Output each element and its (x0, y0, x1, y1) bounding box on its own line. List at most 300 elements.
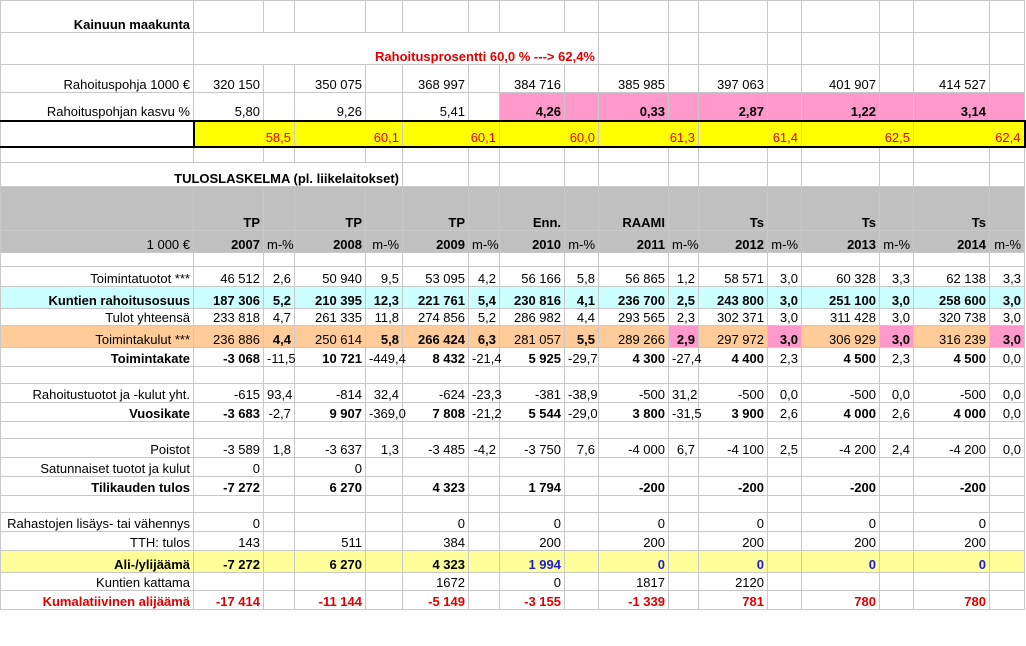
empty-cell[interactable] (500, 163, 565, 187)
cell-value[interactable]: -7 272 (194, 551, 264, 573)
cell-percent[interactable]: 2,4 (880, 439, 914, 458)
cell-value[interactable]: 10 721 (295, 348, 366, 367)
cell-percent[interactable] (366, 513, 403, 532)
empty-cell[interactable] (914, 1, 990, 33)
empty-cell[interactable] (295, 147, 366, 163)
header-year[interactable]: 2009 (403, 231, 469, 253)
cell-percent[interactable] (768, 367, 802, 384)
empty-cell[interactable] (802, 33, 880, 65)
cell-value[interactable]: -200 (699, 477, 768, 496)
cell-value[interactable]: 297 972 (699, 326, 768, 348)
cell-percent[interactable]: 31,2 (669, 384, 699, 403)
cell-percent[interactable] (565, 367, 599, 384)
cell-value[interactable]: 0 (500, 573, 565, 591)
cell-percent[interactable] (264, 551, 295, 573)
cell-percent[interactable] (880, 422, 914, 439)
cell-value[interactable]: 0 (914, 513, 990, 532)
cell-percent[interactable]: 3,0 (880, 309, 914, 326)
cell-value[interactable] (599, 458, 669, 477)
section-title[interactable]: TULOSLASKELMA (pl. liikelaitokset) (1, 163, 403, 187)
empty-cell[interactable] (768, 1, 802, 33)
cell-value[interactable]: 306 929 (802, 326, 880, 348)
cell-percent[interactable]: 2,5 (669, 287, 699, 309)
row-label[interactable]: Kuntien kattama (1, 573, 194, 591)
cell-value[interactable]: 58 571 (699, 267, 768, 287)
header-pct[interactable]: m-% (768, 231, 802, 253)
header-pct[interactable]: m-% (469, 231, 500, 253)
cell-value[interactable]: -3 068 (194, 348, 264, 367)
rate-percent[interactable]: 58,5 (194, 121, 295, 147)
empty-cell[interactable] (403, 253, 469, 267)
cell-value[interactable]: 236 700 (599, 287, 669, 309)
cell-percent[interactable]: 2,3 (669, 309, 699, 326)
growth-value[interactable]: 5,80 (194, 93, 264, 121)
cell-percent[interactable]: 3,0 (768, 267, 802, 287)
cell-percent[interactable] (990, 591, 1025, 610)
header-year[interactable]: 2013 (802, 231, 880, 253)
cell-percent[interactable]: -449,4 (366, 348, 403, 367)
cell-percent[interactable]: -38,9 (565, 384, 599, 403)
cell-percent[interactable] (264, 367, 295, 384)
cell-percent[interactable] (768, 458, 802, 477)
cell-percent[interactable] (880, 496, 914, 513)
header-year[interactable]: 2012 (699, 231, 768, 253)
cell-value[interactable] (914, 458, 990, 477)
cell-percent[interactable] (880, 513, 914, 532)
cell-value[interactable]: 3 900 (699, 403, 768, 422)
cell-percent[interactable]: 3,0 (990, 309, 1025, 326)
empty-cell[interactable] (565, 163, 599, 187)
cell-percent[interactable]: 7,6 (565, 439, 599, 458)
cell-percent[interactable]: -27,4 (669, 348, 699, 367)
cell-value[interactable] (699, 422, 768, 439)
cell-value[interactable]: 511 (295, 532, 366, 551)
cell-percent[interactable]: 5,2 (264, 287, 295, 309)
cell-value[interactable]: 1817 (599, 573, 669, 591)
cell-value[interactable]: 0 (599, 551, 669, 573)
cell-value[interactable]: 6 270 (295, 551, 366, 573)
cell-value[interactable] (194, 367, 264, 384)
empty-cell[interactable] (469, 1, 500, 33)
cell-percent[interactable] (565, 513, 599, 532)
cell-value[interactable] (699, 458, 768, 477)
base-value[interactable]: 397 063 (699, 65, 768, 93)
empty-cell[interactable] (699, 147, 768, 163)
cell-percent[interactable] (768, 532, 802, 551)
empty-cell[interactable] (990, 33, 1025, 65)
row-label[interactable] (1, 422, 194, 439)
cell-percent[interactable]: 3,0 (768, 326, 802, 348)
empty-cell[interactable] (366, 147, 403, 163)
cell-percent[interactable]: 2,3 (768, 348, 802, 367)
row-label[interactable]: Vuosikate (1, 403, 194, 422)
row-label[interactable]: Kumalatiivinen alijäämä (1, 591, 194, 610)
empty-cell[interactable] (1, 147, 194, 163)
growth-label[interactable]: Rahoituspohjan kasvu % (1, 93, 194, 121)
empty-cell[interactable] (469, 163, 500, 187)
cell-percent[interactable] (990, 573, 1025, 591)
cell-value[interactable]: 274 856 (403, 309, 469, 326)
header-type[interactable]: RAAMI (599, 187, 669, 231)
empty-cell[interactable] (669, 1, 699, 33)
header-type[interactable]: TP (194, 187, 264, 231)
cell-value[interactable]: -3 589 (194, 439, 264, 458)
cell-value[interactable]: 1672 (403, 573, 469, 591)
cell-value[interactable]: -624 (403, 384, 469, 403)
growth-value[interactable]: 0,33 (599, 93, 669, 121)
cell-value[interactable]: 210 395 (295, 287, 366, 309)
cell-value[interactable]: 0 (500, 513, 565, 532)
cell-percent[interactable] (880, 573, 914, 591)
cell-value[interactable]: 250 614 (295, 326, 366, 348)
base-value[interactable]: 414 527 (914, 65, 990, 93)
cell-value[interactable]: 200 (914, 532, 990, 551)
cell-value[interactable]: 0 (802, 551, 880, 573)
row-label[interactable] (1, 367, 194, 384)
cell-percent[interactable] (880, 591, 914, 610)
cell-value[interactable] (295, 513, 366, 532)
cell-percent[interactable] (990, 532, 1025, 551)
header-blank[interactable] (366, 187, 403, 231)
rate-percent[interactable]: 61,3 (599, 121, 699, 147)
cell-value[interactable] (699, 496, 768, 513)
cell-value[interactable]: -3 683 (194, 403, 264, 422)
header-pct[interactable]: m-% (669, 231, 699, 253)
cell-value[interactable]: 200 (500, 532, 565, 551)
cell-percent[interactable]: 6,7 (669, 439, 699, 458)
cell-percent[interactable]: 6,3 (469, 326, 500, 348)
cell-percent[interactable] (264, 532, 295, 551)
cell-value[interactable]: -615 (194, 384, 264, 403)
cell-percent[interactable] (768, 551, 802, 573)
cell-value[interactable]: 0 (699, 551, 768, 573)
cell-value[interactable]: -5 149 (403, 591, 469, 610)
cell-percent[interactable]: -11,5 (264, 348, 295, 367)
cell-value[interactable]: 0 (403, 513, 469, 532)
cell-value[interactable]: 781 (699, 591, 768, 610)
cell-percent[interactable] (990, 551, 1025, 573)
cell-value[interactable]: -3 637 (295, 439, 366, 458)
header-blank[interactable] (469, 187, 500, 231)
cell-value[interactable] (403, 496, 469, 513)
cell-percent[interactable] (768, 573, 802, 591)
row-label[interactable]: Kuntien rahoitusosuus (1, 287, 194, 309)
empty-cell[interactable] (264, 147, 295, 163)
growth-value[interactable]: 1,22 (802, 93, 880, 121)
empty-cell[interactable] (669, 65, 699, 93)
empty-cell[interactable] (699, 253, 768, 267)
header-type[interactable]: TP (295, 187, 366, 231)
cell-percent[interactable] (990, 367, 1025, 384)
rate-percent[interactable]: 60,1 (403, 121, 500, 147)
cell-value[interactable]: 4 000 (914, 403, 990, 422)
cell-percent[interactable]: 4,4 (565, 309, 599, 326)
cell-value[interactable]: 320 738 (914, 309, 990, 326)
empty-cell[interactable] (880, 93, 914, 121)
cell-percent[interactable] (565, 422, 599, 439)
cell-percent[interactable] (469, 513, 500, 532)
empty-cell[interactable] (669, 147, 699, 163)
cell-value[interactable] (599, 367, 669, 384)
empty-cell[interactable] (880, 1, 914, 33)
cell-value[interactable]: 0 (914, 551, 990, 573)
base-value[interactable]: 384 716 (500, 65, 565, 93)
cell-percent[interactable]: 0,0 (990, 348, 1025, 367)
cell-value[interactable]: 46 512 (194, 267, 264, 287)
cell-value[interactable] (914, 367, 990, 384)
cell-value[interactable]: 302 371 (699, 309, 768, 326)
cell-percent[interactable] (768, 477, 802, 496)
empty-cell[interactable] (599, 33, 669, 65)
cell-value[interactable] (500, 367, 565, 384)
cell-percent[interactable] (768, 513, 802, 532)
cell-value[interactable]: -381 (500, 384, 565, 403)
empty-cell[interactable] (500, 1, 565, 33)
cell-percent[interactable] (264, 573, 295, 591)
empty-cell[interactable] (880, 33, 914, 65)
cell-value[interactable]: -4 200 (914, 439, 990, 458)
cell-percent[interactable]: 9,5 (366, 267, 403, 287)
cell-percent[interactable]: 5,8 (565, 267, 599, 287)
cell-percent[interactable]: 4,4 (264, 326, 295, 348)
empty-cell[interactable] (599, 1, 669, 33)
cell-percent[interactable]: 5,8 (366, 326, 403, 348)
row-label[interactable]: Tulot yhteensä (1, 309, 194, 326)
cell-value[interactable] (295, 367, 366, 384)
cell-value[interactable] (194, 496, 264, 513)
header-year[interactable]: 2014 (914, 231, 990, 253)
cell-percent[interactable]: 0,0 (990, 384, 1025, 403)
cell-percent[interactable] (264, 477, 295, 496)
empty-cell[interactable] (500, 253, 565, 267)
growth-value[interactable]: 5,41 (403, 93, 469, 121)
cell-value[interactable]: 0 (699, 513, 768, 532)
header-blank[interactable] (880, 187, 914, 231)
empty-cell[interactable] (264, 253, 295, 267)
cell-value[interactable] (599, 422, 669, 439)
cell-value[interactable] (403, 367, 469, 384)
header-pct[interactable]: m-% (990, 231, 1025, 253)
cell-percent[interactable]: 0,0 (880, 384, 914, 403)
cell-percent[interactable]: 2,9 (669, 326, 699, 348)
cell-percent[interactable] (469, 496, 500, 513)
cell-percent[interactable] (264, 513, 295, 532)
cell-percent[interactable]: -2,7 (264, 403, 295, 422)
cell-value[interactable]: 258 600 (914, 287, 990, 309)
cell-percent[interactable]: 0,0 (990, 439, 1025, 458)
cell-value[interactable]: -3 750 (500, 439, 565, 458)
cell-value[interactable]: -4 000 (599, 439, 669, 458)
row-label[interactable]: Satunnaiset tuotot ja kulut (1, 458, 194, 477)
empty-cell[interactable] (366, 1, 403, 33)
row-label[interactable]: Ali-/ylijäämä (1, 551, 194, 573)
cell-percent[interactable]: 1,2 (669, 267, 699, 287)
cell-percent[interactable] (565, 532, 599, 551)
cell-value[interactable]: 53 095 (403, 267, 469, 287)
empty-cell[interactable] (990, 163, 1025, 187)
cell-percent[interactable] (366, 422, 403, 439)
header-year[interactable]: 2010 (500, 231, 565, 253)
empty-cell[interactable] (565, 65, 599, 93)
row-label[interactable]: TTH: tulos (1, 532, 194, 551)
cell-value[interactable]: 261 335 (295, 309, 366, 326)
cell-value[interactable]: 281 057 (500, 326, 565, 348)
cell-value[interactable]: 7 808 (403, 403, 469, 422)
cell-percent[interactable] (990, 458, 1025, 477)
cell-value[interactable] (802, 367, 880, 384)
cell-value[interactable]: 316 239 (914, 326, 990, 348)
cell-percent[interactable]: 32,4 (366, 384, 403, 403)
cell-value[interactable]: 4 323 (403, 551, 469, 573)
cell-percent[interactable] (366, 477, 403, 496)
empty-cell[interactable] (403, 1, 469, 33)
cell-value[interactable]: 2120 (699, 573, 768, 591)
cell-value[interactable]: 233 818 (194, 309, 264, 326)
header-blank[interactable] (264, 187, 295, 231)
empty-cell[interactable] (1, 121, 194, 147)
cell-percent[interactable] (990, 513, 1025, 532)
empty-cell[interactable] (1, 33, 194, 65)
cell-value[interactable]: 293 565 (599, 309, 669, 326)
header-pct[interactable]: m-% (366, 231, 403, 253)
header-year[interactable]: 2008 (295, 231, 366, 253)
cell-percent[interactable]: 3,0 (990, 326, 1025, 348)
cell-value[interactable]: 0 (194, 458, 264, 477)
cell-percent[interactable] (366, 458, 403, 477)
cell-percent[interactable]: 3,0 (880, 287, 914, 309)
empty-cell[interactable] (469, 253, 500, 267)
empty-cell[interactable] (264, 65, 295, 93)
header-blank[interactable] (768, 187, 802, 231)
header-year[interactable]: 2007 (194, 231, 264, 253)
cell-value[interactable]: 3 800 (599, 403, 669, 422)
cell-value[interactable] (194, 573, 264, 591)
empty-cell[interactable] (469, 93, 500, 121)
cell-percent[interactable]: 11,8 (366, 309, 403, 326)
row-label[interactable] (1, 496, 194, 513)
cell-percent[interactable] (768, 591, 802, 610)
cell-value[interactable] (914, 496, 990, 513)
cell-percent[interactable]: 3,3 (880, 267, 914, 287)
cell-value[interactable] (802, 496, 880, 513)
cell-value[interactable]: 9 907 (295, 403, 366, 422)
cell-value[interactable]: 4 000 (802, 403, 880, 422)
cell-value[interactable]: 8 432 (403, 348, 469, 367)
cell-percent[interactable]: 3,0 (768, 309, 802, 326)
rate-percent[interactable]: 60,0 (500, 121, 599, 147)
growth-value[interactable]: 3,14 (914, 93, 990, 121)
empty-cell[interactable] (599, 147, 669, 163)
empty-cell[interactable] (990, 65, 1025, 93)
cell-percent[interactable]: 93,4 (264, 384, 295, 403)
empty-cell[interactable] (802, 253, 880, 267)
cell-percent[interactable]: -23,3 (469, 384, 500, 403)
growth-value[interactable]: 4,26 (500, 93, 565, 121)
cell-percent[interactable]: -369,0 (366, 403, 403, 422)
row-label[interactable]: Toimintatuotot *** (1, 267, 194, 287)
cell-percent[interactable] (669, 422, 699, 439)
empty-cell[interactable] (366, 65, 403, 93)
header-blank[interactable] (669, 187, 699, 231)
empty-cell[interactable] (403, 163, 469, 187)
cell-value[interactable]: -200 (802, 477, 880, 496)
cell-value[interactable]: 200 (699, 532, 768, 551)
cell-value[interactable]: -200 (914, 477, 990, 496)
empty-cell[interactable] (880, 163, 914, 187)
cell-value[interactable]: -4 200 (802, 439, 880, 458)
empty-cell[interactable] (669, 93, 699, 121)
header-type[interactable]: Ts (699, 187, 768, 231)
empty-cell[interactable] (366, 253, 403, 267)
cell-value[interactable] (914, 573, 990, 591)
empty-cell[interactable] (669, 163, 699, 187)
empty-cell[interactable] (469, 147, 500, 163)
cell-value[interactable]: 4 323 (403, 477, 469, 496)
empty-cell[interactable] (565, 93, 599, 121)
cell-percent[interactable] (565, 551, 599, 573)
cell-percent[interactable] (565, 496, 599, 513)
empty-cell[interactable] (194, 253, 264, 267)
empty-cell[interactable] (990, 1, 1025, 33)
empty-cell[interactable] (565, 253, 599, 267)
cell-value[interactable]: 187 306 (194, 287, 264, 309)
cell-value[interactable]: 289 266 (599, 326, 669, 348)
cell-value[interactable]: 251 100 (802, 287, 880, 309)
cell-value[interactable]: 0 (194, 513, 264, 532)
cell-percent[interactable] (990, 422, 1025, 439)
cell-percent[interactable] (469, 591, 500, 610)
cell-percent[interactable] (565, 591, 599, 610)
cell-value[interactable] (500, 422, 565, 439)
cell-value[interactable] (914, 422, 990, 439)
cell-value[interactable]: 56 865 (599, 267, 669, 287)
cell-value[interactable]: 221 761 (403, 287, 469, 309)
cell-value[interactable] (599, 496, 669, 513)
cell-percent[interactable]: -21,2 (469, 403, 500, 422)
cell-value[interactable]: -500 (699, 384, 768, 403)
empty-cell[interactable] (669, 253, 699, 267)
cell-percent[interactable] (768, 496, 802, 513)
cell-value[interactable]: -1 339 (599, 591, 669, 610)
empty-cell[interactable] (802, 1, 880, 33)
cell-value[interactable]: 311 428 (802, 309, 880, 326)
empty-cell[interactable] (768, 163, 802, 187)
empty-cell[interactable] (1, 253, 194, 267)
cell-percent[interactable] (669, 477, 699, 496)
cell-percent[interactable] (669, 458, 699, 477)
cell-value[interactable]: -814 (295, 384, 366, 403)
cell-percent[interactable] (366, 532, 403, 551)
cell-value[interactable]: 780 (802, 591, 880, 610)
header-blank[interactable] (990, 187, 1025, 231)
cell-percent[interactable]: 3,0 (880, 326, 914, 348)
row-label[interactable]: Rahoitustuotot ja -kulut yht. (1, 384, 194, 403)
cell-value[interactable]: -3 485 (403, 439, 469, 458)
header-pct[interactable]: m-% (880, 231, 914, 253)
empty-cell[interactable] (264, 93, 295, 121)
cell-value[interactable]: 6 270 (295, 477, 366, 496)
cell-percent[interactable] (565, 477, 599, 496)
cell-value[interactable] (403, 458, 469, 477)
header-type[interactable]: Ts (802, 187, 880, 231)
base-value[interactable]: 350 075 (295, 65, 366, 93)
empty-cell[interactable] (565, 1, 599, 33)
empty-cell[interactable] (802, 147, 880, 163)
empty-cell[interactable] (802, 163, 880, 187)
cell-percent[interactable]: 2,6 (768, 403, 802, 422)
cell-percent[interactable]: 2,5 (768, 439, 802, 458)
empty-cell[interactable] (366, 93, 403, 121)
